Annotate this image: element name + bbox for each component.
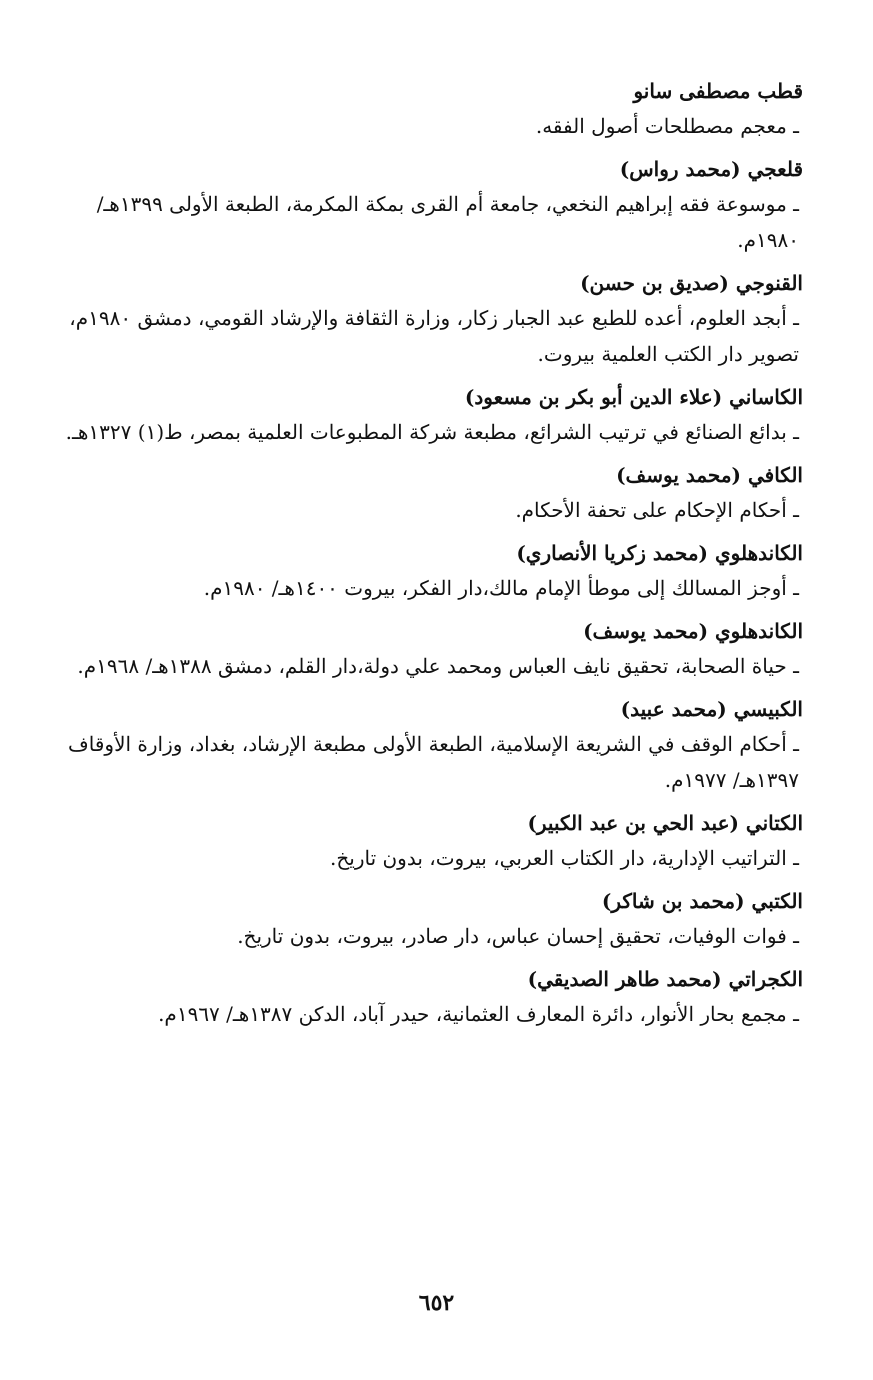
bibliography-entry [55, 266, 803, 372]
entry-work: ـ معجم مصطلحات أصول الفقه. [535, 114, 799, 138]
entry-work: ـ أحكام الإحكام على تحفة الأحكام. [515, 498, 799, 522]
entry-author: القنوجي (صديق بن حسن) [580, 271, 803, 295]
entry-author: الكتاني (عبد الحي بن عبد الكبير) [527, 811, 803, 835]
entry-work: ـ حياة الصحابة، تحقيق نايف العباس ومحمد علي دولة،دار القلم، دمشق ١٣٨٨هـ/ ١٩٦٨م. [77, 654, 799, 678]
entry-work: ـ أحكام الوقف في الشريعة الإسلامية، الطبعة الأولى مطبعة الإرشاد، بغداد، وزارة الأوقاف ١٣٩٧هـ/ ١٩٧٧م. [68, 732, 799, 792]
entry-author: الكاندهلوي (محمد يوسف) [583, 619, 803, 643]
bibliography-entry [55, 962, 803, 1032]
bibliography-entry [55, 692, 803, 798]
entry-author: الكاندهلوي (محمد زكريا الأنصاري) [516, 541, 803, 565]
bibliography-entry [55, 806, 803, 876]
entry-author: الكاساني (علاء الدين أبو بكر بن مسعود) [464, 385, 803, 409]
bibliography-entry [55, 614, 803, 684]
entry-work: ـ أوجز المسالك إلى موطأ الإمام مالك،دار الفكر، بيروت ١٤٠٠هـ/ ١٩٨٠م. [203, 576, 799, 600]
entry-work: ـ موسوعة فقه إبراهيم النخعي، جامعة أم القرى بمكة المكرمة، الطبعة الأولى ١٣٩٩هـ/ ١٩٨٠م. [96, 192, 799, 252]
entry-work: ـ التراتيب الإدارية، دار الكتاب العربي، بيروت، بدون تاريخ. [329, 846, 799, 870]
entry-work: ـ بدائع الصنائع في ترتيب الشرائع، مطبعة شركة المطبوعات العلمية بمصر، ط(١) ١٣٢٧هـ. [65, 420, 799, 444]
entry-author: قطب مصطفى سانو [633, 79, 803, 103]
entry-author: الكجراتي (محمد طاهر الصديقي) [527, 967, 803, 991]
bibliography-page [55, 74, 803, 1032]
entry-work: ـ مجمع بحار الأنوار، دائرة المعارف العثمانية، حيدر آباد، الدكن ١٣٨٧هـ/ ١٩٦٧م. [158, 1002, 799, 1026]
bibliography-entry [55, 536, 803, 606]
entry-author: الكافي (محمد يوسف) [616, 463, 803, 487]
bibliography-entry [55, 380, 803, 450]
bibliography-entry [55, 884, 803, 954]
entry-author: الكبيسي (محمد عبيد) [620, 697, 803, 721]
bibliography-entry [55, 152, 803, 258]
page-number: ٦٥٢ [418, 1290, 455, 1316]
entry-work: ـ فوات الوفيات، تحقيق إحسان عباس، دار صادر، بيروت، بدون تاريخ. [237, 924, 799, 948]
bibliography-entry [55, 458, 803, 528]
entry-work: ـ أبجد العلوم، أعده للطبع عبد الجبار زكار، وزارة الثقافة والإرشاد القومي، دمشق ١٩٨٠م، تصوير دار الكتب العلمية بيروت. [69, 306, 799, 366]
entry-author: الكتبي (محمد بن شاكر) [601, 889, 803, 913]
bibliography-entry [55, 74, 803, 144]
entry-author: قلعجي (محمد رواس) [619, 157, 803, 181]
